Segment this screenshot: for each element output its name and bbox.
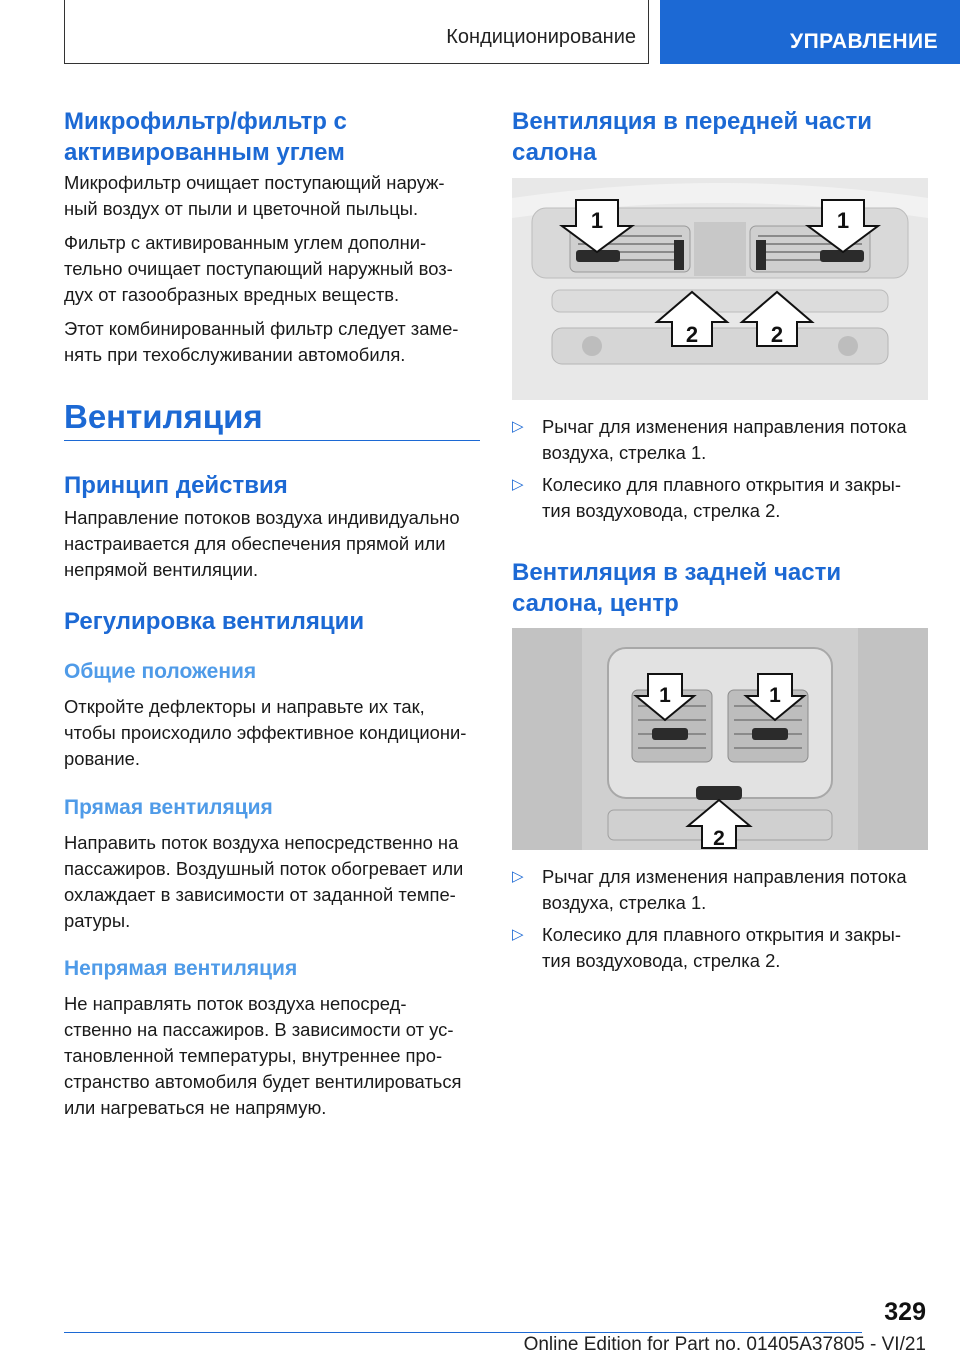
- general-heading: Общие положения: [64, 660, 257, 683]
- bullet-triangle-icon: ▷: [512, 476, 524, 493]
- page-number: 329: [884, 1298, 926, 1326]
- front-vent-heading: Вентиляция в передней части салона: [512, 108, 873, 166]
- rear-bullet-lever: ▷ Рычаг для изменения направления потока воздуха, стрелка 1.: [512, 866, 907, 913]
- front-bullet-wheel: ▷ Колесико для плавного открытия и закры- тия воздуховода, стрелка 2.: [512, 474, 901, 521]
- filter-paragraph-2: Фильтр с активированным углем дополни- тельно очищает поступающий наружный воз- дух от газообразных вредных веществ.: [64, 232, 453, 305]
- ventilation-heading: Вентиляция: [64, 398, 263, 435]
- ventilation-heading-rule: [64, 440, 480, 441]
- front-vents-illustration: [512, 178, 928, 400]
- rear-callout-1-right: 1: [769, 684, 781, 707]
- general-paragraph: Откройте дефлекторы и направьте их так, чтобы происходило эффективное кондициони- рование.: [64, 696, 467, 769]
- direct-heading: Прямая вентиляция: [64, 796, 273, 819]
- rear-bullet-wheel: ▷ Колесико для плавного открытия и закры- тия воздуховода, стрелка 2.: [512, 924, 901, 971]
- rear-vent-heading: Вентиляция в задней части салона, центр: [512, 559, 842, 617]
- front-callout-1-left: 1: [590, 208, 604, 233]
- header-section-title: Кондиционирование: [446, 26, 636, 48]
- front-callout-2-right: 2: [770, 322, 784, 347]
- direct-paragraph: Направить поток воздуха непосредственно на пассажиров. Воздушный поток обогревает или охлаждает в зависимости от заданной темпе- ратуры.: [64, 832, 464, 931]
- edition-footer: Online Edition for Part no. 01405A37805 - VI/21: [523, 1334, 926, 1355]
- filter-paragraph-3: Этот комбинированный фильтр следует заме- нять при техобслуживании автомобиля.: [64, 318, 459, 365]
- front-callout-1-right: 1: [836, 208, 850, 233]
- front-callout-2-left: 2: [685, 322, 699, 347]
- front-vents-photo: [512, 178, 928, 400]
- filter-heading: Микрофильтр/фильтр с активированным углем: [64, 108, 347, 166]
- rear-callout-1-left: 1: [659, 684, 671, 707]
- bullet-triangle-icon: ▷: [512, 418, 524, 435]
- indirect-heading: Непрямая вентиляция: [64, 957, 298, 980]
- header-chapter-tab[interactable]: УПРАВЛЕНИЕ: [660, 0, 960, 64]
- bullet-triangle-icon: ▷: [512, 868, 524, 885]
- front-bullet-lever: ▷ Рычаг для изменения направления потока воздуха, стрелка 1.: [512, 416, 907, 463]
- rear-vents-illustration: [512, 628, 928, 850]
- bullet-triangle-icon: ▷: [512, 926, 524, 943]
- footer-rule: [64, 1332, 862, 1333]
- indirect-paragraph: Не направлять поток воздуха непосред- ственно на пассажиров. В зависимости от ус- тановленной температуры, внутреннее про- странство автомобиля будет вентилироваться или нагреваться не напрямую.: [64, 993, 462, 1118]
- principle-paragraph: Направление потоков воздуха индивидуально настраивается для обеспечения прямой или непрямой вентиляции.: [64, 507, 460, 580]
- filter-paragraph-1: Микрофильтр очищает поступающий наруж- ный воздух от пыли и цветочной пыльцы.: [64, 172, 445, 219]
- principle-heading: Принцип действия: [64, 472, 288, 499]
- rear-callout-2: 2: [713, 827, 725, 850]
- adjust-heading: Регулировка вентиляции: [64, 608, 365, 635]
- rear-vents-photo: [512, 628, 928, 850]
